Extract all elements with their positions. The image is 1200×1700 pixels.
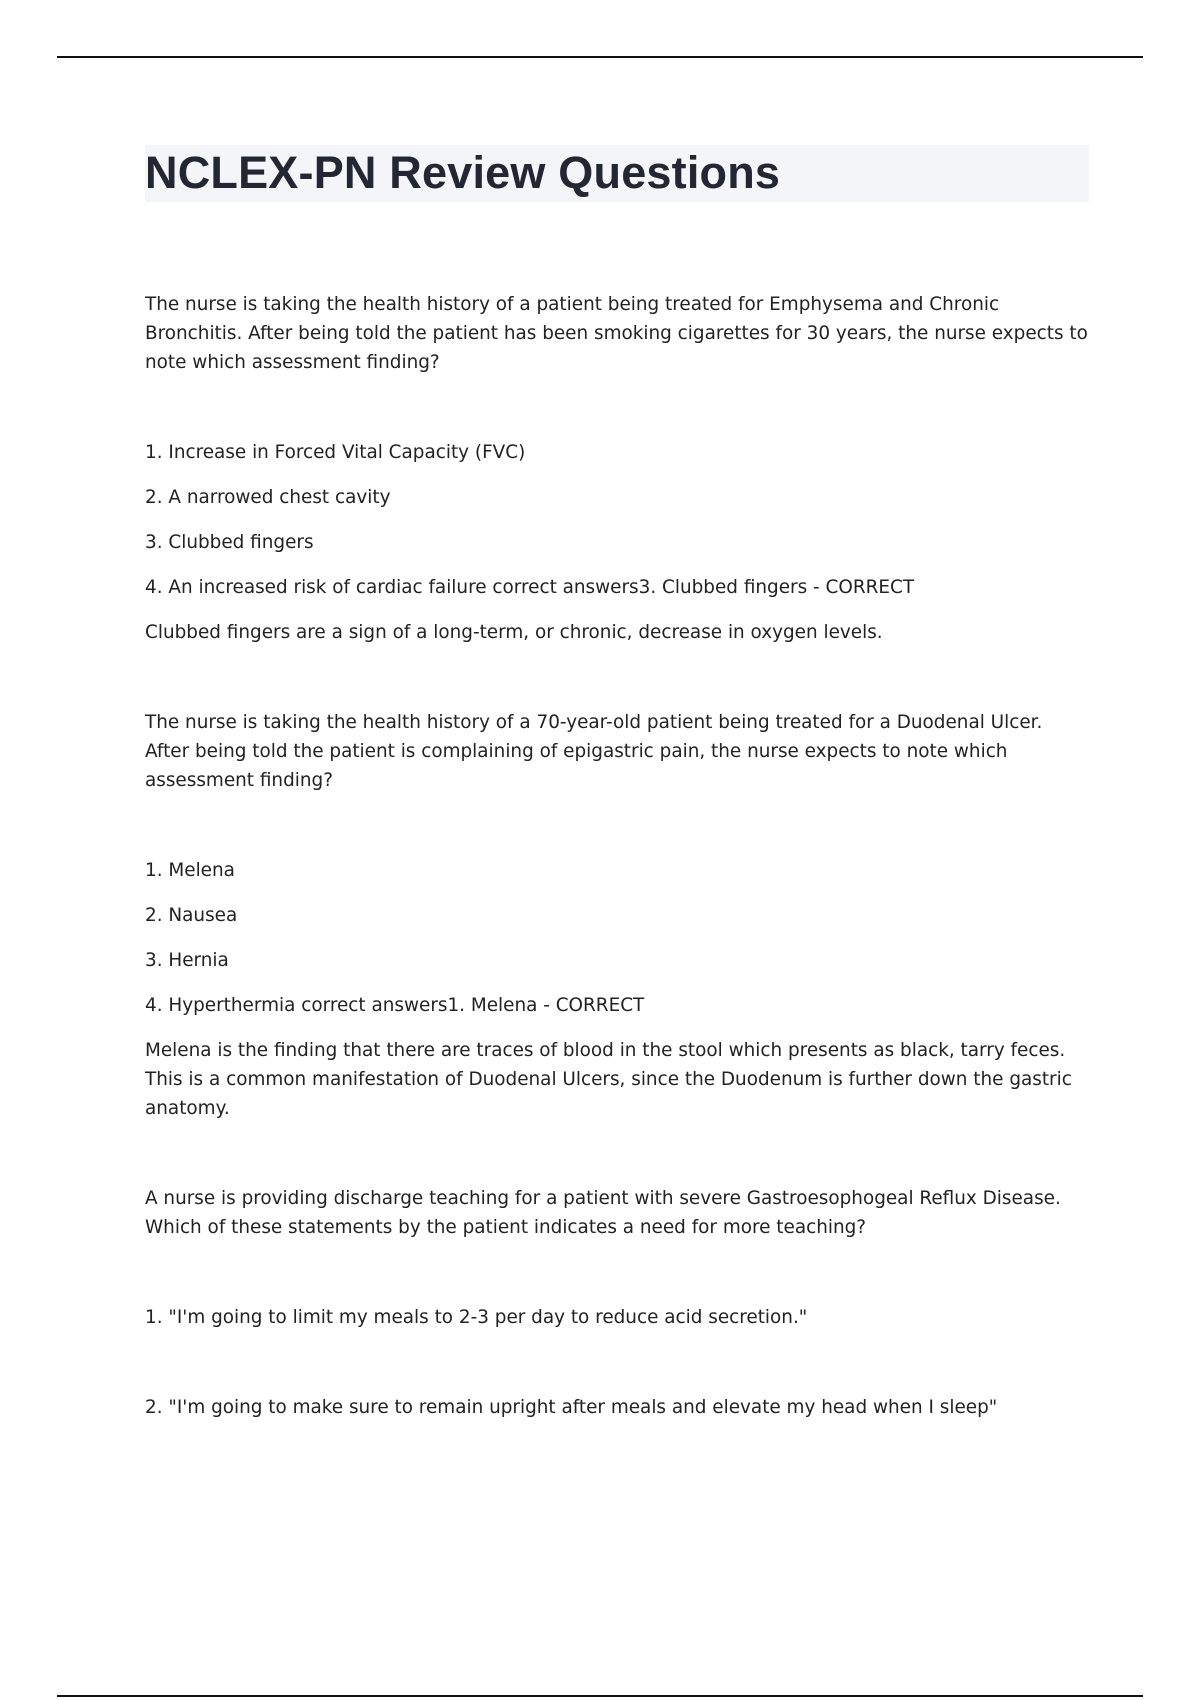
answer-option-with-correct-answer: 4. Hyperthermia correct answers1. Melena - CORRECT [145, 995, 645, 1016]
question-1 [145, 290, 1090, 647]
question-2 [145, 708, 1090, 1123]
answer-option: 2. Nausea [145, 905, 238, 926]
answer-option: 1. "I'm going to limit my meals to 2-3 per day to reduce acid secretion." [145, 1307, 808, 1328]
answer-option: 1. Increase in Forced Vital Capacity (FVC) [145, 442, 526, 463]
answer-explanation: Melena is the finding that there are traces of blood in the stool which presents as black, tarry feces. This is a common manifestation of Duodenal Ulcers, since the Duodenum is further down the gastric anatomy. [145, 1040, 1072, 1119]
page-title: NCLEX-PN Review Questions [145, 147, 781, 198]
answer-option: 1. Melena [145, 860, 235, 881]
answer-option: 2. A narrowed chest cavity [145, 487, 391, 508]
answer-option: 2. "I'm going to make sure to remain upright after meals and elevate my head when I sleep" [145, 1397, 998, 1418]
top-rule [57, 56, 1143, 58]
answer-option: 3. Hernia [145, 950, 229, 971]
answer-option-with-correct-answer: 4. An increased risk of cardiac failure correct answers3. Clubbed fingers - CORRECT [145, 577, 915, 598]
question-stem: A nurse is providing discharge teaching for a patient with severe Gastroesophogeal Reflux Disease. Which of these statements by the patient indicates a need for more teaching? [145, 1188, 1061, 1238]
answer-option: 3. Clubbed fingers [145, 532, 314, 553]
question-stem: The nurse is taking the health history of a patient being treated for Emphysema and Chronic Bronchitis. After being told the patient has been smoking cigarettes for 30 years, the nurse expects to note which assessment finding? [145, 294, 1088, 373]
bottom-rule [57, 1695, 1143, 1697]
question-3 [145, 1184, 1090, 1422]
question-stem: The nurse is taking the health history of a 70-year-old patient being treated for a Duodenal Ulcer. After being told the patient is complaining of epigastric pain, the nurse expects to note which assessment finding? [145, 712, 1043, 791]
answer-explanation: Clubbed fingers are a sign of a long-term, or chronic, decrease in oxygen levels. [145, 622, 883, 643]
document-body [145, 290, 1090, 1438]
